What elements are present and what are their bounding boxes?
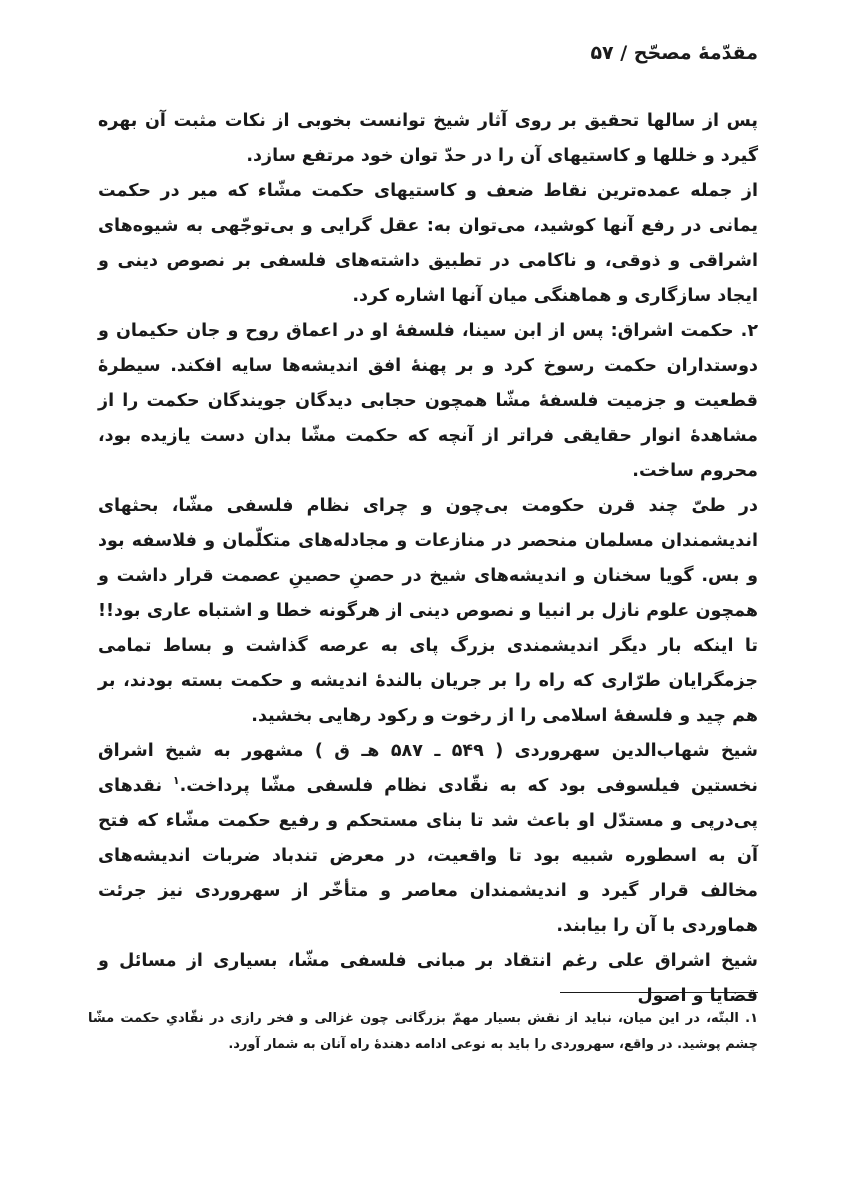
paragraph-text: شیخ شهاب‌الدین سهروردی ( ۵۴۹ ـ ۵۸۷ هـ ق ) مشهور به شیخ اشراق نخستین فیلسوفی بود که به نقّادی نظام فلسفی مشّا پرداخت. [98,741,758,796]
footnote-divider [560,992,758,993]
paragraph: ۲. حکمت اشراق: پس از ابن سینا، فلسفهٔ او در اعماق روح و جان حکیمان و دوستداران حکمت رسوخ کرد و بر پهنهٔ افق اندیشه‌ها سایه افکند. سیطرهٔ قطعیت و جزمیت فلسفهٔ مشّا همچون حجابی دیدگان جویندگان حکمت را از مشاهدهٔ انوار حقایقی فراتر از آنچه که حکمت مشّا بدان دست یازیده بود، محروم ساخت. [98,321,758,481]
paragraph: در طیّ چند قرن حکومت بی‌چون و چرای نظام فلسفی مشّا، بحثهای اندیشمندان مسلمان منحصر در منازعات و مجادله‌های متکلّمان و فلاسفه بود و بس. گویا سخنان و اندیشه‌های شیخ در حصنِ حصینِ عصمت قرار داشت و همچون علوم نازل بر انبیا و نصوص دینی از هرگونه خطا و اشتباه عاری بود!! تا اینکه بار دیگر اندیشمندی بزرگ پای به عرصه گذاشت و بساط تمامی جزمگرایان طرّاری که راه را بر جریان بالندهٔ اندیشه و حکمت بسته بودند، بر هم چید و فلسفهٔ اسلامی را از رخوت و رکود رهایی بخشید. [98,496,758,726]
footnote-marker[interactable]: ۱ [172,774,180,788]
paragraph [98,734,758,944]
paragraph: از جمله عمده‌ترین نقاط ضعف و کاستیهای حکمت مشّاء که میر در حکمت یمانی در رفع آنها کوشید، می‌توان به: عقل گرایی و بی‌توجّهی به شیوه‌های اشراقی و ذوقی، و ناکامی در تطبیق داشته‌های فلسفی بر نصوص دینی و ایجاد سازگاری و هماهنگی میان آنها اشاره کرد. [98,181,758,306]
running-header: مقدّمهٔ مصحّح / ۵۷ [590,42,758,64]
footnote: ۱. البتّه، در این میان، نباید از نقش بسیار مهمّ بزرگانی چون غزالی و فخر رازی در نقّادیِ حکمت مشّا چشم پوشید. در واقع، سهروردی را باید به نوعی ادامه دهندهٔ راه آنان به شمار آورد. [88,1011,758,1052]
paragraph: شیخ اشراق علی رغم انتقاد بر مبانی فلسفی مشّا، بسیاری از مسائل و قضایا و اصول [98,951,758,1006]
footnotes [88,1006,758,1058]
main-text [98,104,758,1014]
paragraph: پس از سالها تحقیق بر روی آثار شیخ توانست بخوبی از نکات مثبت آن بهره گیرد و خللها و کاستیهای آن را در حدّ توان خود مرتفع سازد. [98,111,758,166]
paragraph-text: نقدهای پی‌درپی و مستدّل او باعث شد تا بنای مستحکم و رفیع حکمت مشّاء که فتح آن به اسطوره شبیه بود تا واقعیت، در معرض تندباد ضربات اندیشه‌های مخالف قرار گیرد و اندیشمندان معاصر و متأخّر از سهروردی نیز جرئت هماوردی با آن را بیابند. [98,776,758,936]
